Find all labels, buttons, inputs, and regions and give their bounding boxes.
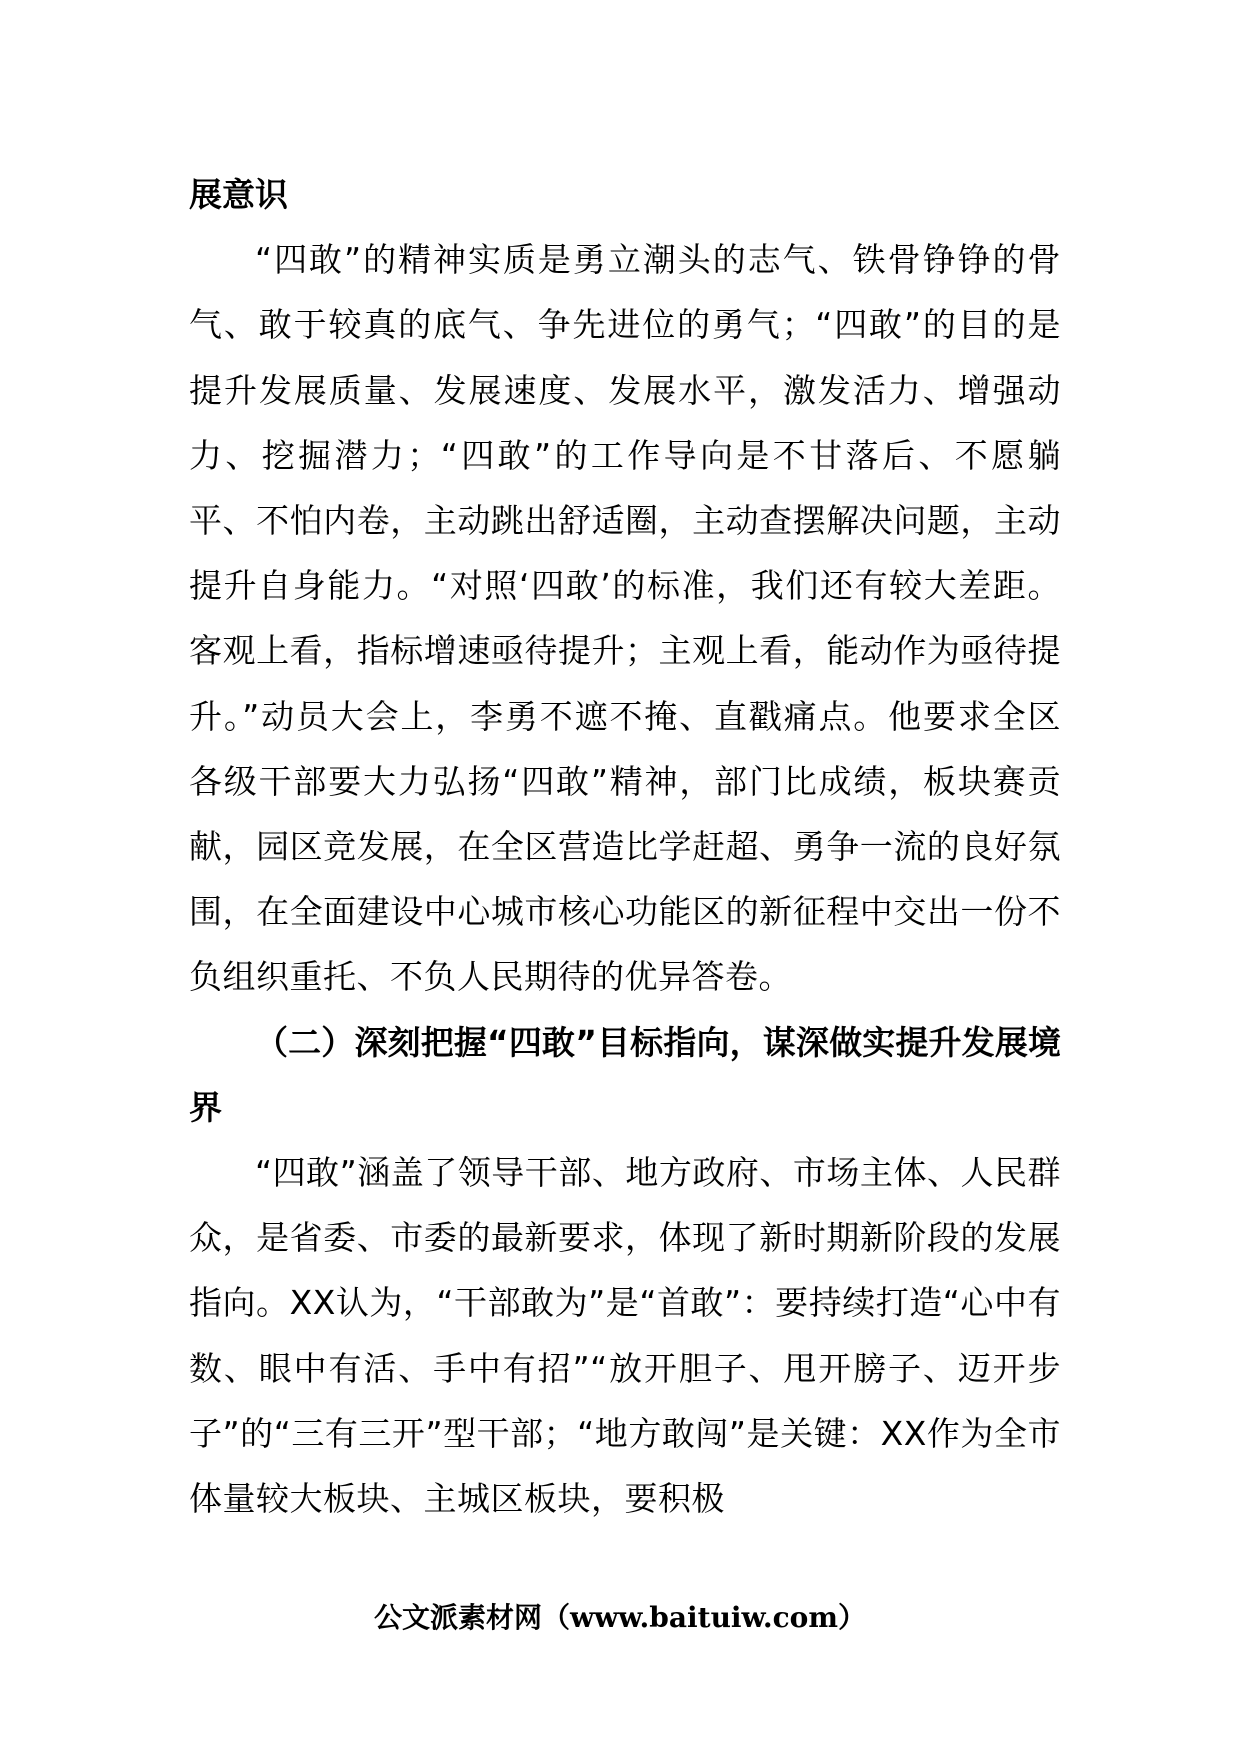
continued-heading: 展意识 [189, 175, 288, 214]
body-paragraph-2: “四敢”涵盖了领导干部、地方政府、市场主体、人民群众，是省委、市委的最新要求，体现了新时期新阶段的发展指向。XX认为，“干部敢为”是“首敢”：要持续打造“心中有数、眼中有活、手中有招”“放开胆子、甩开膀子、迈开步子”的“三有三开”型干部；“地方敢闯”是关键：XX作为全市体量较大板块、主城区板块，要积极 [189, 1153, 1061, 1519]
footer-watermark: 公文派素材网（www.baituiw.com） [374, 1601, 866, 1634]
document-body [189, 162, 1061, 1531]
body-paragraph-1: “四敢”的精神实质是勇立潮头的志气、铁骨铮铮的骨气、敢于较真的底气、争先进位的勇气；“四敢”的目的是提升发展质量、发展速度、发展水平，激发活力、增强动力、挖掘潜力；“四敢”的工作导向是不甘落后、不愿躺平、不怕内卷，主动跳出舒适圈，主动查摆解决问题，主动提升自身能力。“对照‘四敢’的标准，我们还有较大差距。客观上看，指标增速亟待提升；主观上看，能动作为亟待提升。”动员大会上，李勇不遮不掩、直戳痛点。他要求全区各级干部要大力弘扬“四敢”精神，部门比成绩，板块赛贡献，园区竞发展，在全区营造比学赶超、勇争一流的良好氛围，在全面建设中心城市核心功能区的新征程中交出一份不负组织重托、不负人民期待的优异答卷。 [189, 240, 1061, 997]
section-heading: （二）深刻把握“四敢”目标指向，谋深做实提升发展境界 [189, 1022, 1061, 1127]
